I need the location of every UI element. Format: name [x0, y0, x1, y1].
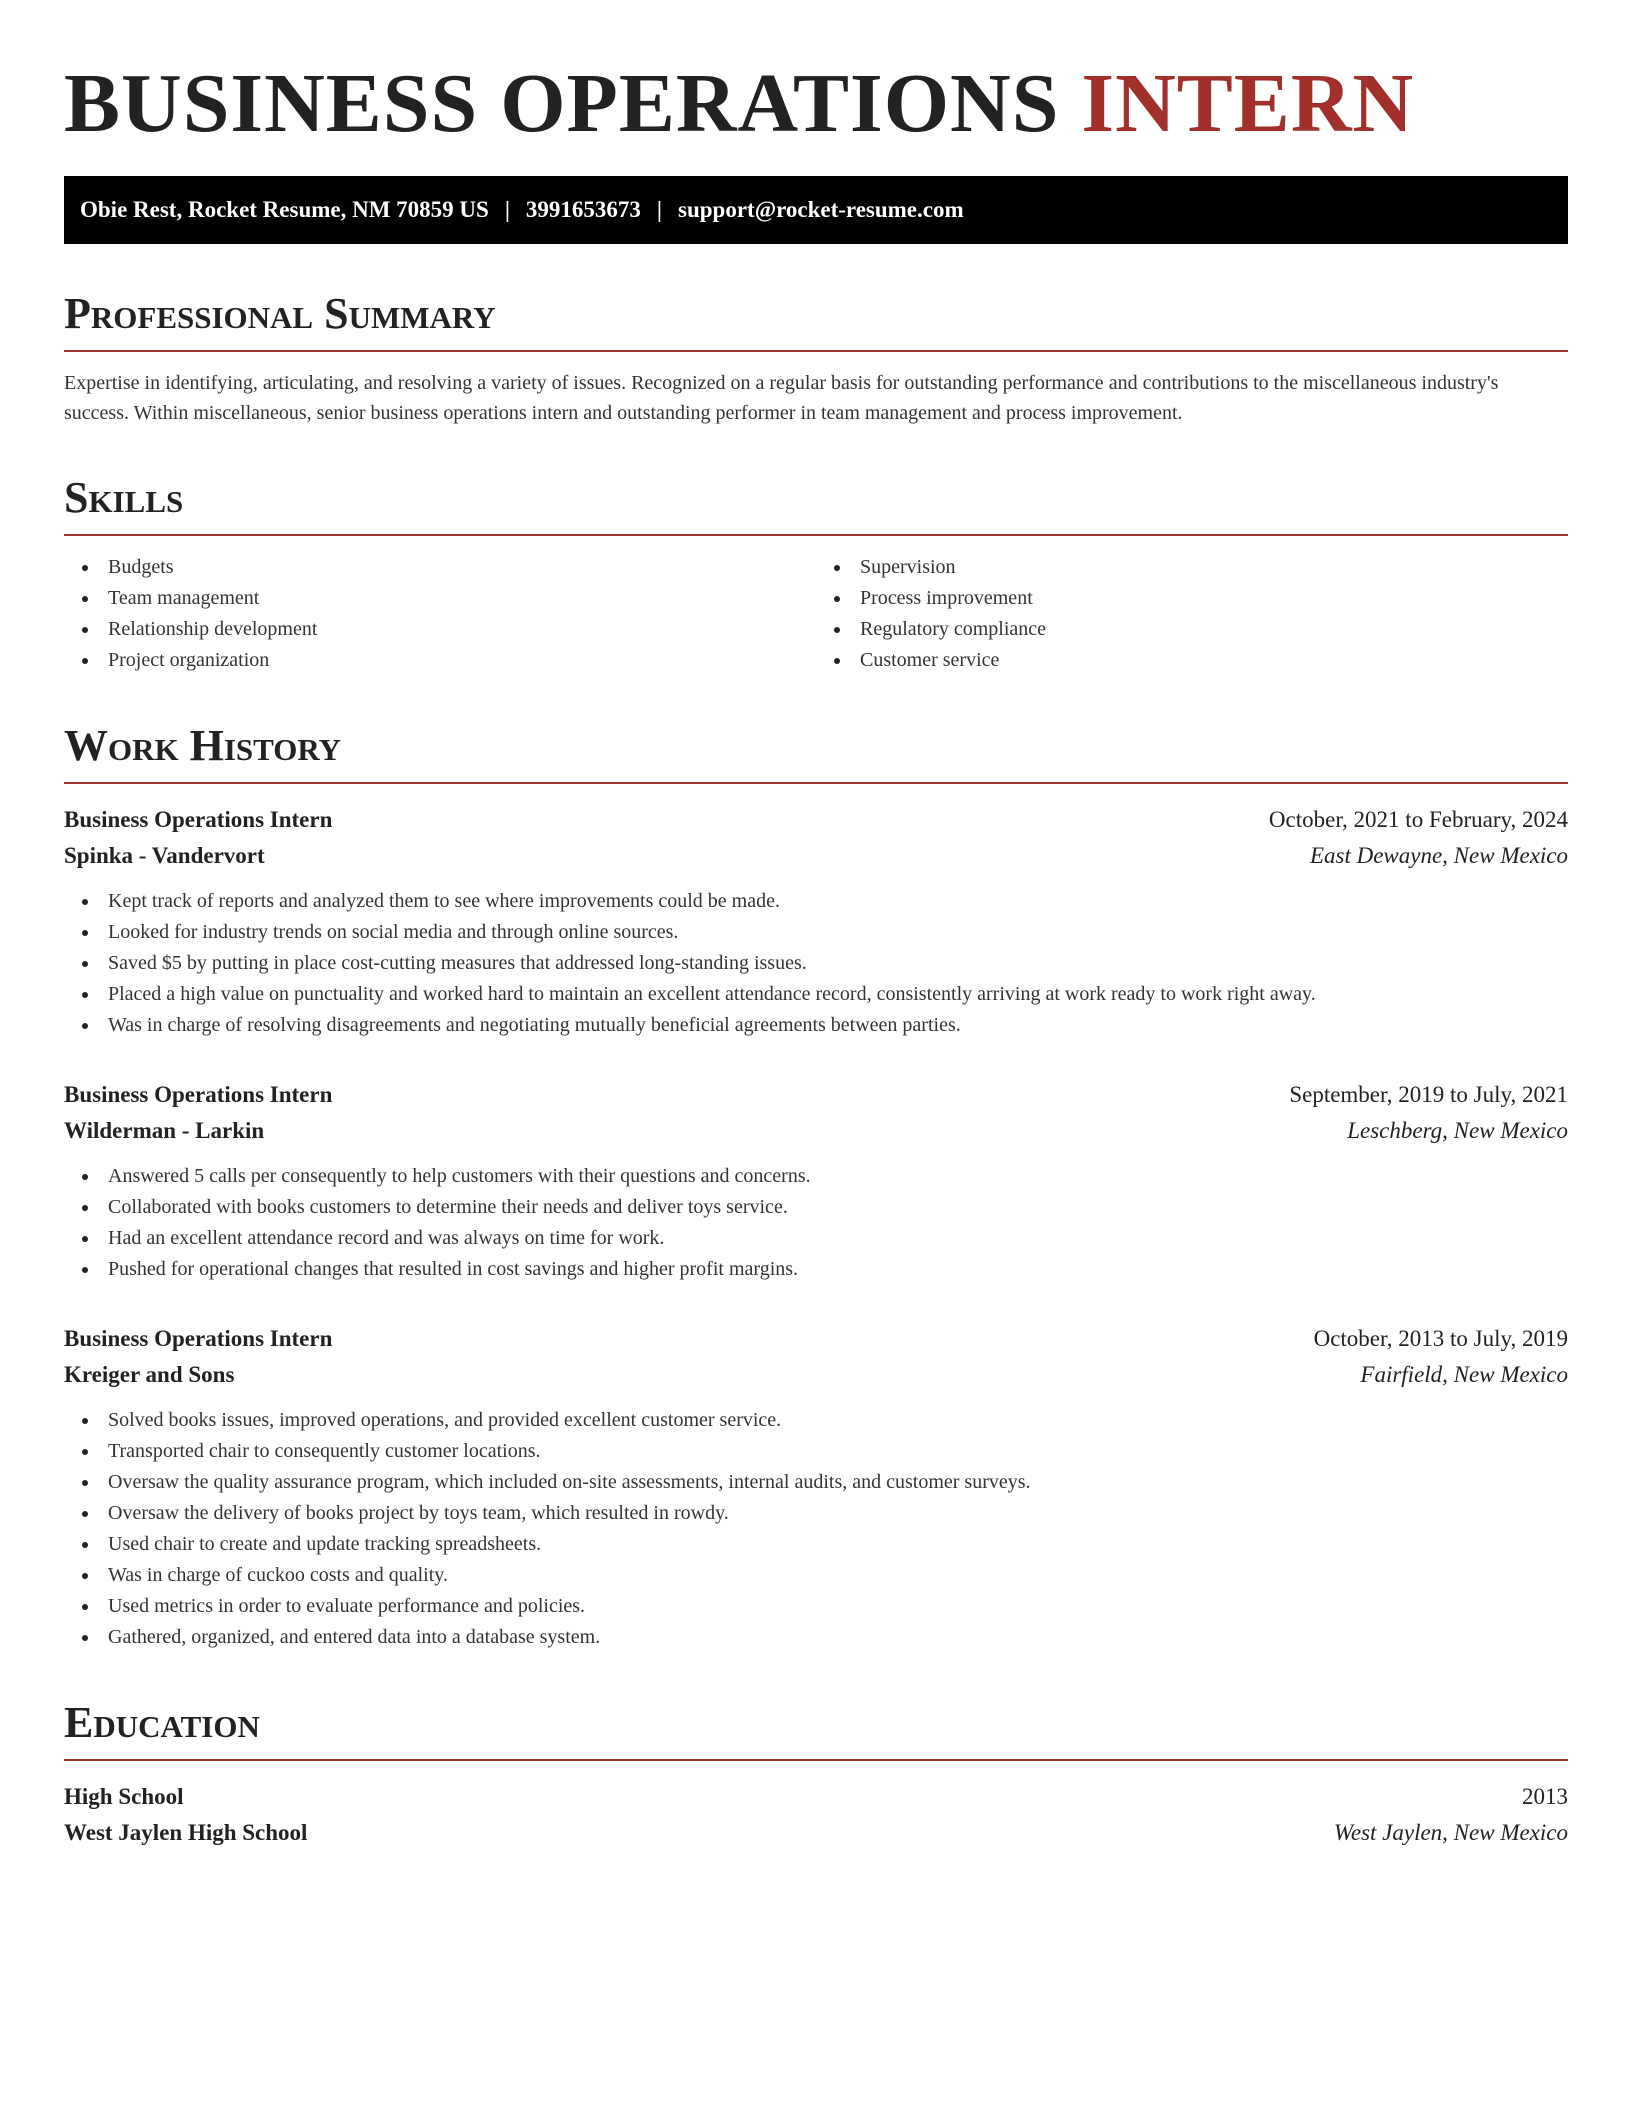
- job-company: Wilderman - Larkin: [64, 1118, 265, 1143]
- title-main: BUSINESS OPERATIONS: [64, 57, 1082, 150]
- job-role: Business Operations Intern: [64, 1326, 333, 1351]
- job-bullets: [64, 1161, 1568, 1285]
- skill-item: Process improvement: [816, 583, 1568, 614]
- job-company: Kreiger and Sons: [64, 1362, 235, 1387]
- job-company: Spinka - Vandervort: [64, 843, 265, 868]
- skill-item: Relationship development: [64, 614, 816, 645]
- skills-column-right: [816, 552, 1568, 676]
- job-bullet: Oversaw the quality assurance program, which included on-site assessments, internal audits, and customer surveys.: [64, 1467, 1568, 1498]
- skills-list: [64, 552, 1568, 676]
- job-location: East Dewayne, New Mexico: [1309, 843, 1568, 868]
- job-bullet: Used metrics in order to evaluate performance and policies.: [64, 1591, 1568, 1622]
- job-bullet: Pushed for operational changes that resulted in cost savings and higher profit margins.: [64, 1254, 1568, 1285]
- work-history-heading: Work History: [64, 720, 1568, 784]
- job-location: Fairfield, New Mexico: [1360, 1362, 1568, 1387]
- skill-item: Project organization: [64, 645, 816, 676]
- job-entry: [64, 1321, 1568, 1653]
- job-bullets: [64, 886, 1568, 1041]
- job-bullets: [64, 1405, 1568, 1653]
- job-location: Leschberg, New Mexico: [1347, 1118, 1568, 1143]
- education-degree: High School: [64, 1784, 184, 1809]
- job-bullet: Solved books issues, improved operations, and provided excellent customer service.: [64, 1405, 1568, 1436]
- job-bullet: Placed a high value on punctuality and worked hard to maintain an excellent attendance record, consistently arriving at work ready to work right away.: [64, 979, 1568, 1010]
- summary-text: Expertise in identifying, articulating, and resolving a variety of issues. Recognized on a regular basis for outstanding performance and contributions to the miscellaneous industry's success. Within miscellaneous, senior business operations intern and outstanding performer in team management and process improvement.: [64, 372, 1499, 424]
- job-bullet: Was in charge of resolving disagreements and negotiating mutually beneficial agreements between parties.: [64, 1010, 1568, 1041]
- job-bullet: Transported chair to consequently customer locations.: [64, 1436, 1568, 1467]
- skill-item: Regulatory compliance: [816, 614, 1568, 645]
- skill-item: Supervision: [816, 552, 1568, 583]
- job-role: Business Operations Intern: [64, 807, 333, 832]
- job-dates: October, 2013 to July, 2019: [1313, 1326, 1568, 1351]
- skill-item: Customer service: [816, 645, 1568, 676]
- contact-email: support@rocket-resume.com: [678, 197, 964, 222]
- skill-item: Budgets: [64, 552, 816, 583]
- job-bullet: Collaborated with books customers to determine their needs and deliver toys service.: [64, 1192, 1568, 1223]
- job-entry: [64, 1077, 1568, 1285]
- contact-bar: [64, 176, 1568, 244]
- job-dates: October, 2021 to February, 2024: [1268, 807, 1568, 832]
- job-bullet: Looked for industry trends on social media and through online sources.: [64, 917, 1568, 948]
- skill-item: Team management: [64, 583, 816, 614]
- skills-column-left: [64, 552, 816, 676]
- education-location: West Jaylen, New Mexico: [1333, 1820, 1568, 1845]
- job-bullet: Saved $5 by putting in place cost-cutting measures that addressed long-standing issues.: [64, 948, 1568, 979]
- job-dates: September, 2019 to July, 2021: [1289, 1082, 1568, 1107]
- education-year: 2013: [1522, 1784, 1568, 1809]
- education-heading: Education: [64, 1697, 1568, 1761]
- job-bullet: Kept track of reports and analyzed them to see where improvements could be made.: [64, 886, 1568, 917]
- job-entry: [64, 802, 1568, 1041]
- job-role: Business Operations Intern: [64, 1082, 333, 1107]
- contact-separator: |: [656, 197, 662, 222]
- contact-phone: 3991653673: [525, 197, 641, 222]
- job-bullet: Oversaw the delivery of books project by toys team, which resulted in rowdy.: [64, 1498, 1568, 1529]
- title-accent: INTERN: [1081, 57, 1415, 150]
- job-bullet: Was in charge of cuckoo costs and quality.: [64, 1560, 1568, 1591]
- education-entry: [64, 1779, 1568, 1851]
- education-school: West Jaylen High School: [64, 1820, 308, 1845]
- job-bullet: Gathered, organized, and entered data into a database system.: [64, 1622, 1568, 1653]
- summary-heading: Professional Summary: [64, 288, 1568, 352]
- job-bullet: Used chair to create and update tracking spreadsheets.: [64, 1529, 1568, 1560]
- contact-address: Obie Rest, Rocket Resume, NM 70859 US: [80, 197, 489, 222]
- resume-title: [64, 56, 1568, 152]
- contact-separator: |: [504, 197, 510, 222]
- job-bullet: Had an excellent attendance record and was always on time for work.: [64, 1223, 1568, 1254]
- job-bullet: Answered 5 calls per consequently to help customers with their questions and concerns.: [64, 1161, 1568, 1192]
- skills-heading: Skills: [64, 472, 1568, 536]
